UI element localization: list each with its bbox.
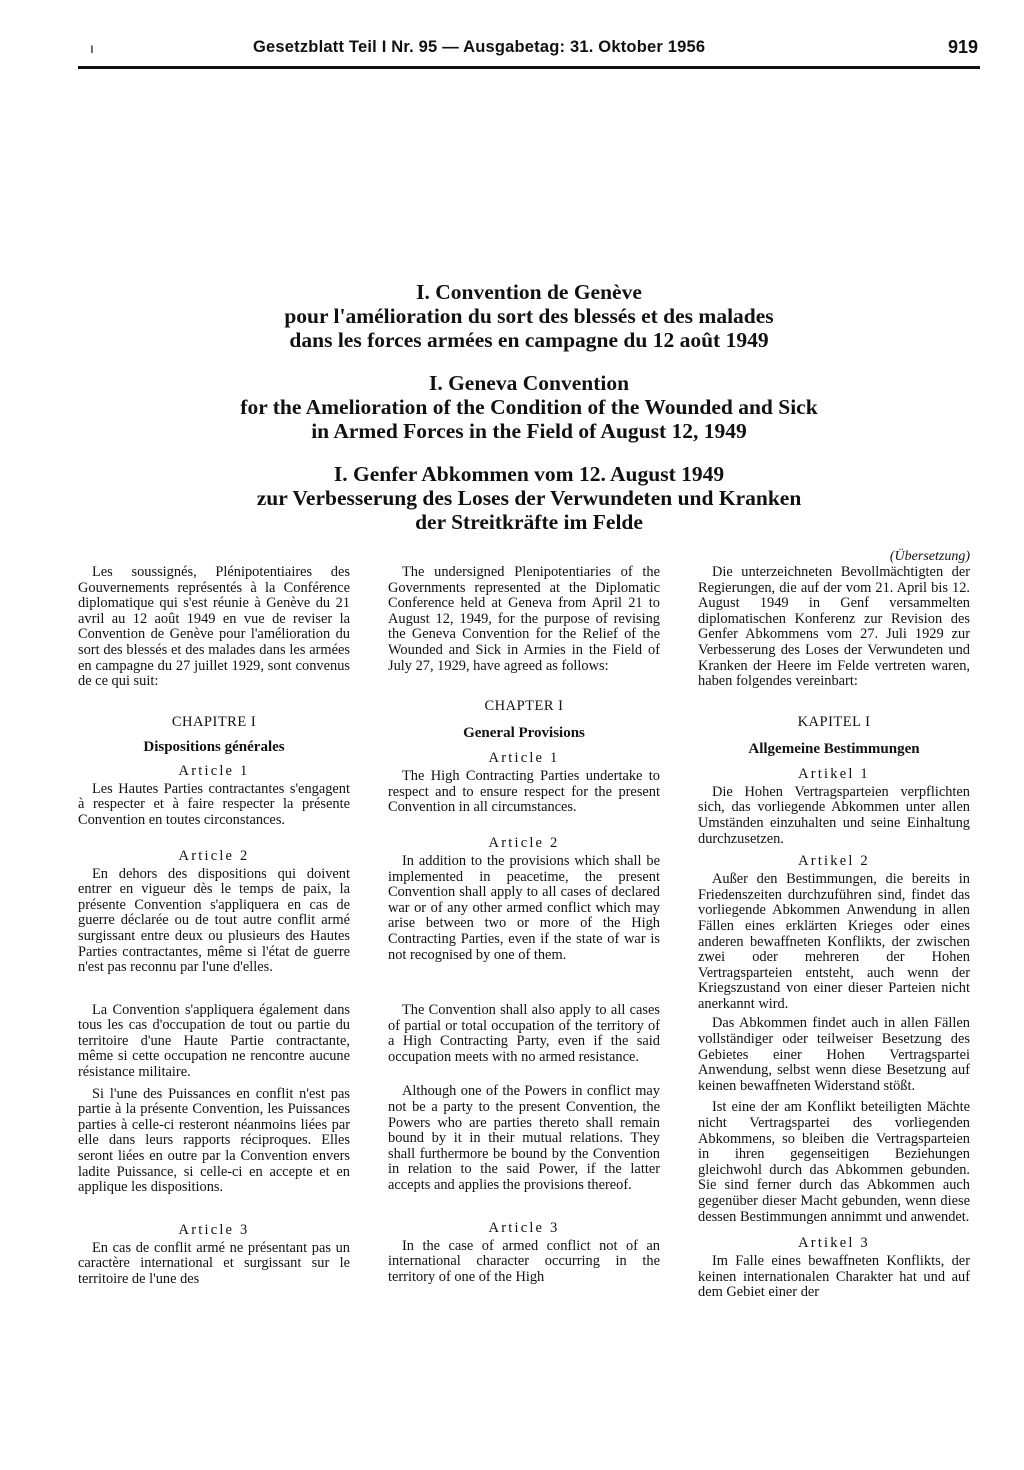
title-line: in Armed Forces in the Field of August 12, 1949 (311, 419, 747, 443)
chapter-label: KAPITEL I (797, 713, 871, 730)
article-label: Article 2 (178, 847, 250, 864)
article-label: Artikel 1 (798, 765, 870, 782)
article-text: En cas de conflit armé ne présentant pas un caractère international et surgissant sur le territoire de l'une des (78, 1239, 350, 1287)
article-text: Außer den Bestimmungen, die bereits in Friedenszeiten durchzuführen sind, findet das vorliegende Abkommen Anwendung in allen Fällen eines erklärten Krieges oder eines anderen bewaffneten Konflikts, der zwischen zwei oder mehreren der Hohen Vertragsparteien entsteht, auch wenn der Kriegszustand von einer dieser Parteien nicht anerkannt wird. (698, 871, 970, 1012)
article-text: The High Contracting Parties undertake to respect and to ensure respect for the present Convention in all circumstances. (388, 768, 660, 816)
article-text: In the case of armed conflict not of an international character occurring in the territory of one of the High (388, 1237, 660, 1285)
article-text: En dehors des dispositions qui doivent entrer en vigueur dès le temps de paix, la présente Convention s'appliquera en cas de guerre déclarée ou de tout autre conflit armé surgissant entre deux ou plusieurs des Hautes Parties contractantes, même si l'état de guerre n'est pas reconnu par l'une d'elles. (78, 865, 350, 976)
article-text: Si l'une des Puissances en conflit n'est pas partie à la présente Convention, les Puissances parties à celle-ci resteront néanmoins liées par elle dans leurs rapports réciproques. Elles seront liées en outre par la Convention envers ladite Puissance, si celle-ci en accepte et en applique les dispositions. (78, 1085, 350, 1196)
column-english (388, 548, 660, 1285)
article-label: Artikel 2 (798, 853, 870, 870)
title-line: zur Verbesserung des Loses der Verwundeten und Kranken (256, 486, 802, 510)
article-label: Article 1 (178, 762, 250, 779)
title-line: I. Genfer Abkommen vom 12. August 1949 (333, 462, 725, 486)
header-margin-mark: ı (90, 40, 94, 56)
preamble: Les soussignés, Plénipotentiaires des Gouvernements représentés à la Conférence diplomatique qui s'est réunie à Genève du 21 avril au 12 août 1949 en vue de reviser la Convention de Genève pour l'amélioration du sort des blessés et des malades dans les armées en campagne du 27 juillet 1929, sont convenus de ce qui suit: (78, 564, 350, 690)
page-number: 919 (947, 37, 978, 57)
convention-titles (78, 280, 980, 553)
article-text: Das Abkommen findet auch in allen Fällen vollständiger oder teilweiser Besetzung des Gebietes einer Hohen Vertragspartei Anwendung, selbst wenn diese Besetzung auf keinen bewaffneten Widerstand stößt. (698, 1015, 970, 1094)
article-text: Les Hautes Parties contractantes s'engagent à respecter et à faire respecter la présente Convention en toutes circonstances. (78, 780, 350, 828)
article-label: Article 1 (488, 750, 560, 767)
article-text: Im Falle eines bewaffneten Konflikts, der keinen internationalen Charakter hat und auf dem Gebiet einer der (698, 1253, 970, 1301)
chapter-title: Dispositions générales (143, 738, 285, 755)
article-label: Article 3 (488, 1219, 560, 1236)
article-text: Ist eine der am Konflikt beteiligten Mächte nicht Vertragspartei des vorliegenden Abkommens, so bleiben die Vertragsparteien in ihren gegenseitigen Beziehungen gleichwohl durch das Abkommen gebunden. Sie sind ferner durch das Abkommen auch gegenüber dieser Macht gebunden, wenn diese dessen Bestimmungen annimmt und anwendet. (698, 1099, 970, 1225)
column-french (78, 548, 350, 1288)
title-english (78, 371, 980, 443)
column-german (698, 548, 970, 1301)
chapter-title: Allgemeine Bestimmungen (748, 740, 920, 757)
title-french (78, 280, 980, 352)
article-text: Die Hohen Vertragsparteien verpflichten sich, das vorliegende Abkommen unter allen Umständen einzuhalten und seine Einhaltung durchzusetzen. (698, 783, 970, 847)
article-label: Artikel 3 (798, 1235, 870, 1252)
title-german (78, 462, 980, 534)
running-header (78, 32, 980, 69)
title-line: der Streitkräfte im Felde (415, 510, 643, 534)
chapter-label: CHAPTER I (484, 698, 564, 715)
article-label: Article 3 (178, 1221, 250, 1238)
article-text: La Convention s'appliquera également dans tous les cas d'occupation de tout ou partie du territoire d'une Haute Partie contractante, même si cette occupation ne rencontre aucune résistance militaire. (78, 1001, 350, 1081)
title-line: pour l'amélioration du sort des blessés et des malades (284, 304, 774, 328)
preamble: The undersigned Plenipotentiaries of the Governments represented at the Diplomatic Conference held at Geneva from April 21 to August 12, 1949, for the purpose of revising the Geneva Convention for the Relief of the Wounded and Sick in Armies in the Field of July 27, 1929, have agreed as follows: (388, 564, 660, 674)
title-line: I. Geneva Convention (428, 371, 630, 395)
preamble: Die unterzeichneten Bevollmächtigten der Regierungen, die auf der vom 21. April bis 12. August 1949 in Genf versammelten diplomatischen Konferenz zur Revision des Genfer Abkommens vom 27. Juli 1929 zur Verbesserung des Loses der Verwundeten und Kranken der Heere im Felde vertreten waren, haben folgendes vereinbart: (698, 564, 970, 690)
chapter-title: General Provisions (463, 725, 585, 742)
article-text: Although one of the Powers in conflict may not be a party to the present Convention, the Powers who are parties thereto shall remain bound by it in their mutual relations. They shall furthermore be bound by the Convention in relation to the said Power, if the latter accepts and applies the provisions thereof. (388, 1083, 660, 1194)
article-label: Article 2 (488, 834, 560, 851)
article-text: In addition to the provisions which shall be implemented in peacetime, the present Convention shall apply to all cases of declared war or of any other armed conflict which may arise between two or more of the High Contracting Parties, even if the state of war is not recognised by one of them. (388, 852, 660, 963)
article-text: The Convention shall also apply to all cases of partial or total occupation of the territory of a High Contracting Party, even if the said occupation meets with no armed resistance. (388, 1002, 660, 1065)
translation-note: (Übersetzung) (889, 549, 970, 564)
chapter-label: CHAPITRE I (171, 713, 257, 730)
title-line: dans les forces armées en campagne du 12 août 1949 (289, 328, 769, 352)
header-title: Gesetzblatt Teil I Nr. 95 — Ausgabetag: 31. Oktober 1956 (253, 38, 706, 56)
title-line: I. Convention de Genève (416, 280, 642, 304)
title-line: for the Amelioration of the Condition of the Wounded and Sick (240, 395, 818, 419)
